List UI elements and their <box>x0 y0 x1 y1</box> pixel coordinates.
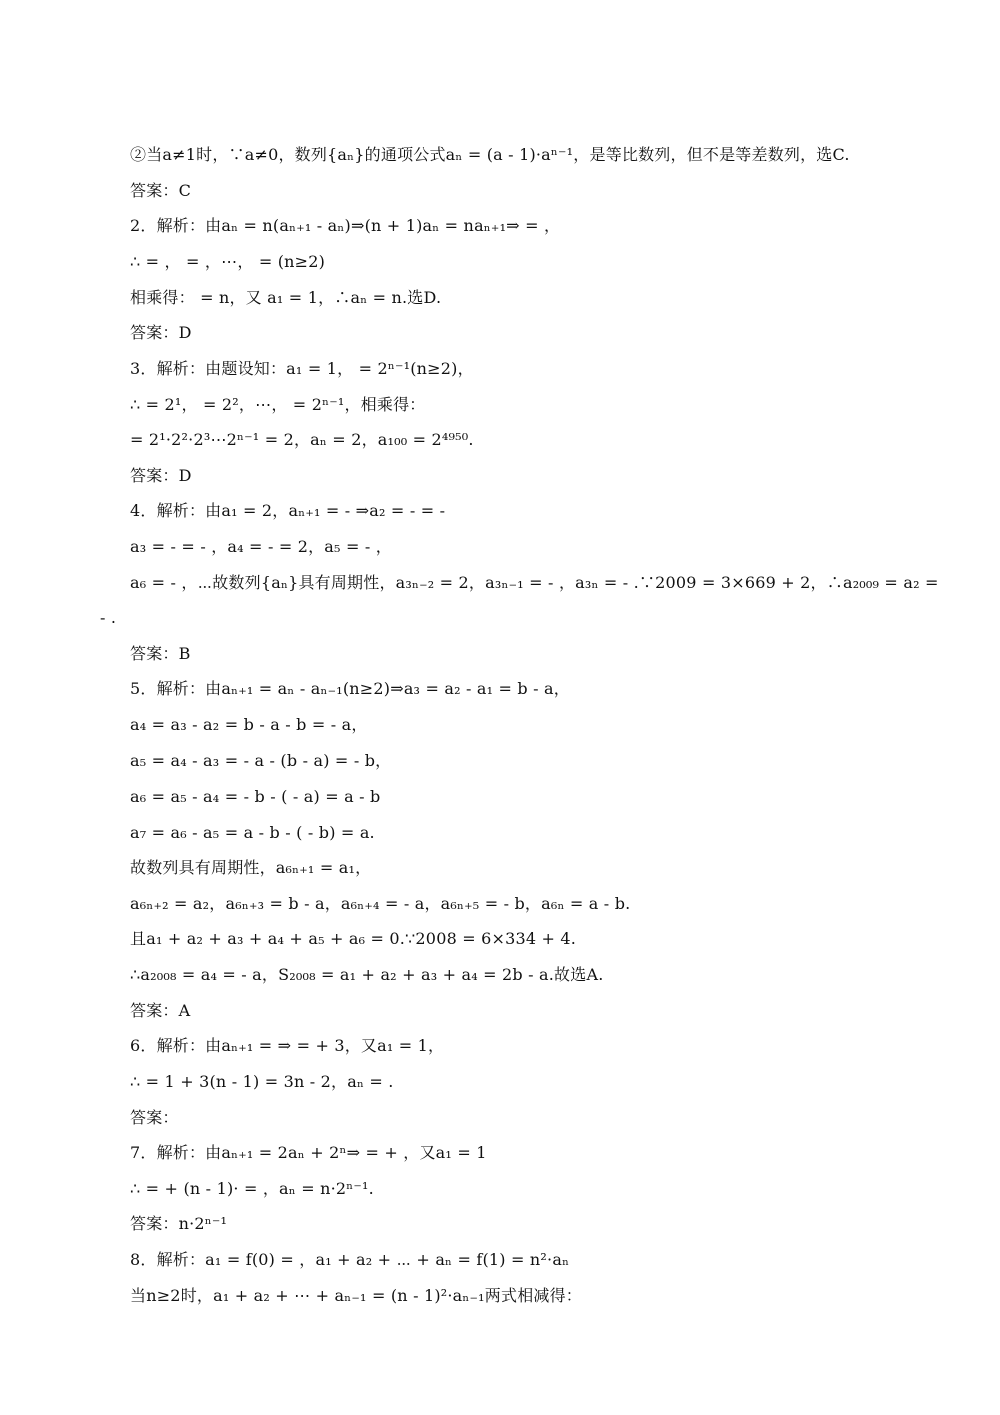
answer-line: 答案：C <box>130 181 192 200</box>
answer-line: 答案：A <box>130 1001 191 1020</box>
text-line: 2．解析：由aₙ = n(aₙ₊₁ - aₙ)⇒(n + 1)aₙ = naₙ₊₁⇒ = ， <box>130 216 561 235</box>
answer-line: 答案：n·2ⁿ⁻¹ <box>130 1214 228 1233</box>
text-line: a₃ = - = - ，a₄ = - = 2，a₅ = - ， <box>130 537 392 556</box>
text-line: 3．解析：由题设知：a₁ = 1， = 2ⁿ⁻¹(n≥2)， <box>130 359 474 378</box>
text-line: a₅ = a₄ - a₃ = - a - (b - a) = - b， <box>130 751 392 770</box>
text-line: 5．解析：由aₙ₊₁ = aₙ - aₙ₋₁(n≥2)⇒a₃ = a₂ - a₁ = b - a， <box>130 679 570 698</box>
text-line: ②当a≠1时，∵a≠0，数列{aₙ}的通项公式aₙ = (a - 1)·aⁿ⁻¹，是等比数列，但不是等差数列，选C. <box>130 145 850 164</box>
text-line: = 2¹·2²·2³⋯2ⁿ⁻¹ = 2，aₙ = 2，a₁₀₀ = 2⁴⁹⁵⁰. <box>130 430 474 449</box>
text-line: 故数列具有周期性，a₆ₙ₊₁ = a₁， <box>130 858 372 877</box>
text-line: 当n≥2时，a₁ + a₂ + ⋯ + aₙ₋₁ = (n - 1)²·aₙ₋₁两式相减得： <box>130 1286 582 1305</box>
answer-line: 答案：D <box>130 323 192 342</box>
text-line: 7．解析：由aₙ₊₁ = 2aₙ + 2ⁿ⇒ = + ，又a₁ = 1 <box>130 1143 487 1162</box>
text-line: a₆ = a₅ - a₄ = - b - ( - a) = a - b <box>130 787 381 806</box>
text-line: a₄ = a₃ - a₂ = b - a - b = - a， <box>130 715 368 734</box>
text-line: 8．解析：a₁ = f(0) = ，a₁ + a₂ + ⋯ + aₙ = f(1) = n²·aₙ <box>130 1250 570 1269</box>
answer-line: 答案： <box>130 1108 179 1127</box>
text-line: - . <box>100 608 117 627</box>
text-line: 4．解析：由a₁ = 2，aₙ₊₁ = - ⇒a₂ = - = - <box>130 501 446 520</box>
answer-line: 答案：B <box>130 644 191 663</box>
text-line: ∴ = ， = ，⋯， = (n≥2) <box>130 252 326 271</box>
text-line: ∴ = + (n - 1)· = ，aₙ = n·2ⁿ⁻¹. <box>130 1179 374 1198</box>
answer-line: 答案：D <box>130 466 192 485</box>
text-line: 相乘得： = n，又 a₁ = 1，∴aₙ = n.选D. <box>130 288 442 307</box>
text-line: ∴ = 1 + 3(n - 1) = 3n - 2，aₙ = . <box>130 1072 394 1091</box>
text-line: a₇ = a₆ - a₅ = a - b - ( - b) = a. <box>130 823 375 842</box>
text-line: a₆ = - ，⋯故数列{aₙ}具有周期性，a₃ₙ₋₂ = 2，a₃ₙ₋₁ = - ，a₃ₙ = - .∵2009 = 3×669 + 2，∴a₂₀₀₉ = a₂ = <box>130 573 939 592</box>
text-line: 6．解析：由aₙ₊₁ = ⇒ = + 3，又a₁ = 1， <box>130 1036 445 1055</box>
text-line: ∴ = 2¹， = 2²，⋯， = 2ⁿ⁻¹，相乘得： <box>130 395 426 414</box>
text-line: ∴a₂₀₀₈ = a₄ = - a，S₂₀₀₈ = a₁ + a₂ + a₃ + a₄ = 2b - a.故选A. <box>130 965 604 984</box>
text-line: 且a₁ + a₂ + a₃ + a₄ + a₅ + a₆ = 0.∵2008 = 6×334 + 4. <box>130 929 577 948</box>
text-line: a₆ₙ₊₂ = a₂，a₆ₙ₊₃ = b - a，a₆ₙ₊₄ = - a，a₆ₙ₊₅ = - b，a₆ₙ = a - b. <box>130 894 631 913</box>
